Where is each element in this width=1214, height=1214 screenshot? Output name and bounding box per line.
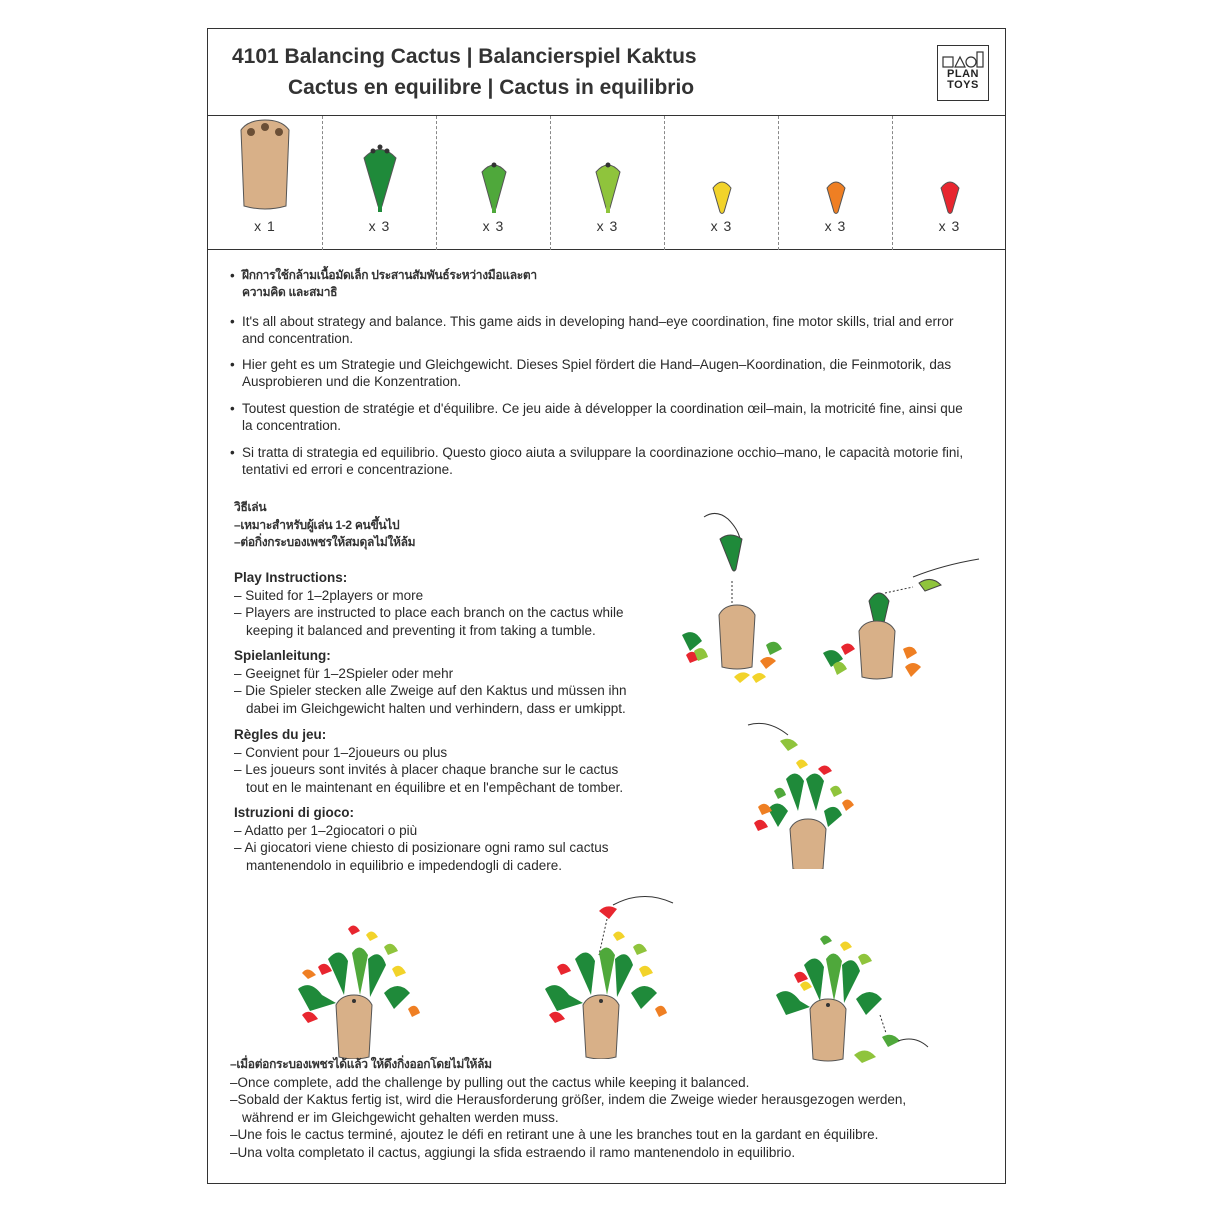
intro-it: • Si tratta di strategia ed equilibrio. Questo gioco aiuta a sviluppare la coordinazione occhio–mano, le capacità motorie fini, tentativi ed errori e concentrazione. bbox=[230, 444, 970, 478]
instruction-sheet bbox=[207, 28, 1006, 1184]
intro-it-text: Si tratta di strategia ed equilibrio. Questo gioco aiuta a sviluppare la coordinazione occhio–mano, le capacità motorie fini, tentativi ed errori e concentrazione. bbox=[242, 445, 964, 477]
intro-de-text: Hier geht es um Strategie und Gleichgewicht. Dieses Spiel fördert die Hand–Augen–Koordination, die Feinmotorik, das Ausprobieren und die Konzentration. bbox=[242, 357, 952, 389]
piece-qty: x 3 bbox=[596, 218, 619, 234]
thai-heading: วิธีเล่น bbox=[234, 500, 267, 514]
header bbox=[208, 29, 1005, 116]
intro-fr: • Toutest question de stratégie et d'équilibre. Ce jeu aide à développer la coordination œil–main, la motricité fine, ainsi que la concentration. bbox=[230, 400, 970, 434]
instructions-fr bbox=[234, 726, 654, 796]
piece-qty: x 3 bbox=[938, 218, 961, 234]
challenge-de-a: –Sobald der Kaktus fertig ist, wird die Herausforderung größer, indem die Zweige wieder herausgezogen werden, bbox=[230, 1092, 907, 1107]
piece-qty: x 3 bbox=[710, 218, 733, 234]
intro-en: • It's all about strategy and balance. This game aids in developing hand–eye coordination, fine motor skills, trial and error and concentration. bbox=[230, 313, 970, 347]
instruction-line: – Convient pour 1–2joueurs ou plus bbox=[234, 744, 448, 760]
piece-qty: x 3 bbox=[824, 218, 847, 234]
illustration-add-branch bbox=[813, 549, 988, 689]
challenge-thai: –เมื่อต่อกระบองเพชรได้แล้ว ให้ดึงกิ่งออกโดยไม่ให้ล้ม bbox=[230, 1057, 492, 1071]
instructions-de bbox=[234, 647, 654, 717]
piece-orange bbox=[778, 116, 892, 250]
intro-en-text: It's all about strategy and balance. This game aids in developing hand–eye coordination, fine motor skills, trial and error and concentration. bbox=[242, 314, 954, 346]
instructions-en bbox=[234, 569, 654, 639]
piece-qty: x 3 bbox=[368, 218, 391, 234]
piece-light-green bbox=[550, 116, 664, 250]
instruction-line: keeping it balanced and preventing it from taking a tumble. bbox=[246, 622, 596, 638]
piece-large-green bbox=[322, 116, 436, 250]
instruction-line: – Adatto per 1–2giocatori o più bbox=[234, 822, 418, 838]
piece-qty: x 3 bbox=[482, 218, 505, 234]
intro-fr-text: Toutest question de stratégie et d'équilibre. Ce jeu aide à développer la coordination œil–main, la motricité fine, ainsi que la concentration. bbox=[242, 401, 963, 433]
section-heading: Règles du jeu: bbox=[234, 727, 327, 742]
challenge-de-b: während er im Gleichgewicht gehalten werden muss. bbox=[242, 1109, 559, 1125]
illustration-full-cactus-1 bbox=[288, 909, 428, 1059]
instruction-line: mantenendolo in equilibrio e impedendogli di cadere. bbox=[246, 857, 562, 873]
challenge-section bbox=[230, 1056, 1000, 1161]
instruction-line: – Geeignet für 1–2Spieler oder mehr bbox=[234, 665, 454, 681]
illustration-stacked-cactus bbox=[738, 719, 858, 869]
section-heading: Play Instructions: bbox=[234, 570, 348, 585]
section-heading: Istruzioni di gioco: bbox=[234, 805, 354, 820]
instruction-line: tout en le maintenant en équilibre et en l'empêchant de tomber. bbox=[246, 779, 624, 795]
plantoys-logo bbox=[937, 45, 989, 101]
illustration-remove-branch bbox=[770, 929, 930, 1069]
thai-text-1: ฝึกการใช้กล้ามเนื้อมัดเล็ก ประสานสัมพันธ์ระหว่างมือและตา bbox=[242, 268, 537, 282]
illustration-place-first-branch bbox=[676, 509, 796, 684]
piece-pot bbox=[208, 116, 322, 250]
intro-de: • Hier geht es um Strategie und Gleichgewicht. Dieses Spiel fördert die Hand–Augen–Koordination, die Feinmotorik, das Ausprobieren und die Konzentration. bbox=[230, 356, 970, 390]
thai-text-2: ความคิด และสมาธิ bbox=[242, 285, 338, 299]
piece-medium-green bbox=[436, 116, 550, 250]
instructions-it bbox=[234, 804, 654, 874]
instruction-line: – Suited for 1–2players or more bbox=[234, 587, 424, 603]
illustration-full-cactus-2 bbox=[533, 889, 688, 1059]
instruction-line: – Players are instructed to place each branch on the cactus while bbox=[234, 605, 624, 620]
challenge-en: –Once complete, add the challenge by pulling out the cactus while keeping it balanced. bbox=[230, 1074, 750, 1090]
instruction-line: – Ai giocatori viene chiesto di posizionare ogni ramo sul cactus bbox=[234, 840, 609, 855]
thai-item-1: –เหมาะสำหรับผู้เล่น 1-2 คนขึ้นไป bbox=[234, 517, 400, 532]
instruction-line: dabei im Gleichgewicht halten und verhindern, dass er umkippt. bbox=[246, 700, 626, 716]
piece-red bbox=[892, 116, 1006, 250]
logo-text-toys: TOYS bbox=[947, 79, 979, 91]
challenge-it: –Una volta completato il cactus, aggiungi la sfida estraendo il ramo mantenendolo in equilibrio. bbox=[230, 1144, 796, 1160]
title-line-1: 4101 Balancing Cactus | Balancierspiel Kaktus bbox=[232, 45, 697, 68]
instruction-line: – Die Spieler stecken alle Zweige auf den Kaktus und müssen ihn bbox=[234, 683, 627, 698]
title-line-2: Cactus en equilibre | Cactus in equilibrio bbox=[288, 76, 695, 99]
logo-text-plan: PLAN bbox=[947, 68, 979, 80]
instruction-line: – Les joueurs sont invités à placer chaque branche sur le cactus bbox=[234, 762, 619, 777]
thai-item-2: –ต่อกิ่งกระบองเพชรให้สมดุลไม่ให้ล้ม bbox=[234, 535, 416, 549]
section-heading: Spielanleitung: bbox=[234, 648, 331, 663]
challenge-fr: –Une fois le cactus terminé, ajoutez le défi en retirant une à une les branches tout en la gardant en équilibre. bbox=[230, 1127, 879, 1142]
logo-shapes-icon bbox=[941, 49, 985, 69]
piece-qty: x 1 bbox=[254, 218, 276, 234]
instructions-thai bbox=[234, 499, 654, 552]
intro-thai: • ฝึกการใช้กล้ามเนื้อมัดเล็ก ประสานสัมพันธ์ระหว่างมือและตา ความคิด และสมาธิ bbox=[230, 267, 970, 301]
pieces-row bbox=[208, 116, 1005, 250]
piece-yellow bbox=[664, 116, 778, 250]
